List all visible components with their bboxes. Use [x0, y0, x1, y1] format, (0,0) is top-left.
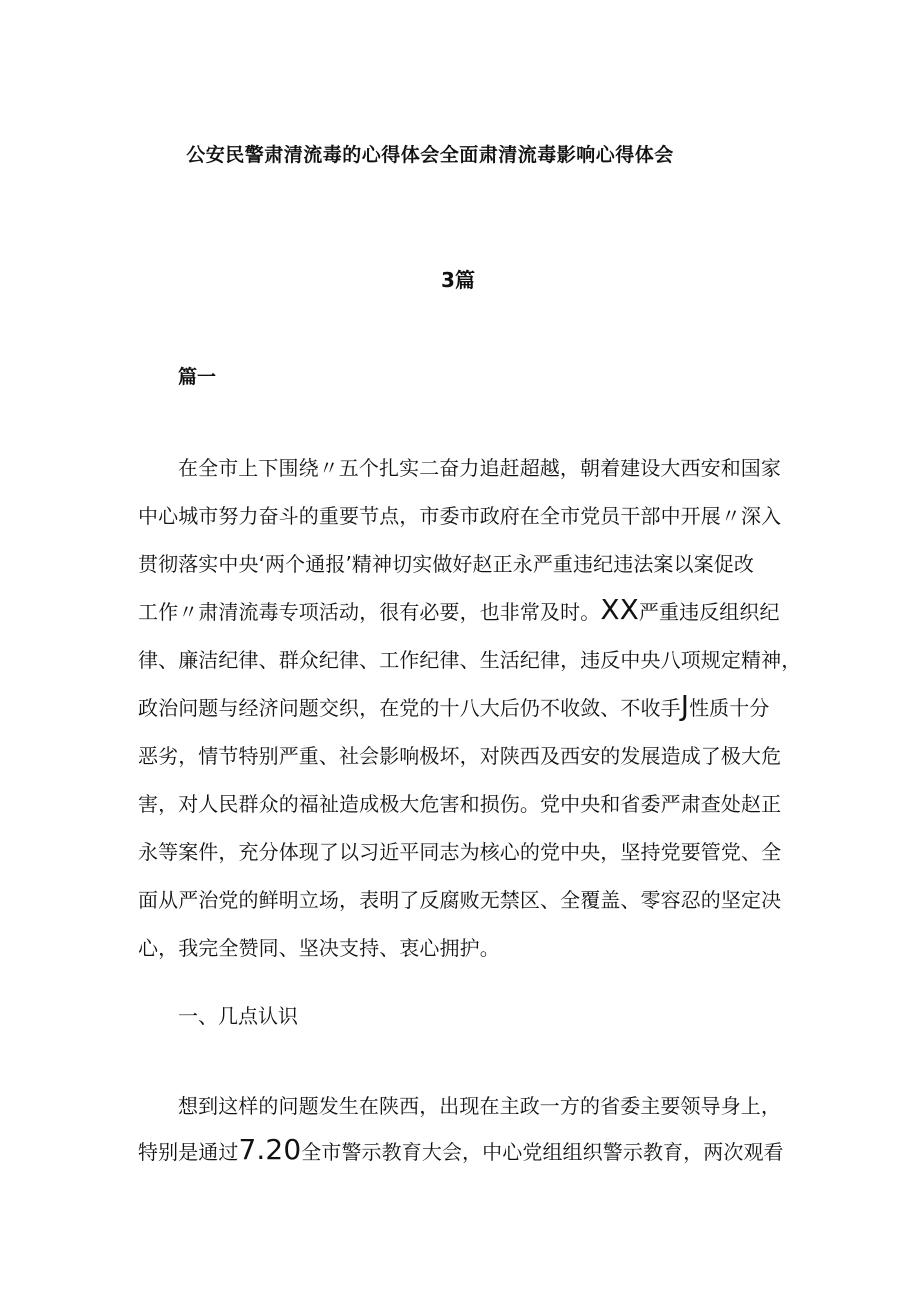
- subheading: 一、几点认识: [178, 1004, 298, 1028]
- paragraph-text: 政治问题与经济问题交织，在党的十八大后仍不收敛、不收手: [138, 696, 681, 720]
- paragraph-text: 性质十分: [689, 696, 770, 720]
- paragraph-line: 中心城市努力奋斗的重要节点，市委市政府在全市党员干部中开展〃深入: [138, 504, 782, 528]
- placeholder-name: XX: [600, 593, 639, 626]
- paragraph-line: 心，我完全赞同、坚决支持、衷心拥护。: [138, 936, 500, 960]
- paragraph-line: 想到这样的问题发生在陕西，出现在主政一方的省委主要领导身上，: [178, 1094, 781, 1118]
- paragraph-line: [138, 689, 770, 722]
- date-number: 7.20: [238, 1133, 302, 1166]
- paragraph-line: 贯彻落实中央‘两个通报’精神切实做好赵正永严重违纪违法案以案促改: [138, 552, 754, 576]
- paragraph-line: 永等案件，充分体现了以习近平同志为核心的党中央，坚持党要管党、全: [138, 840, 782, 864]
- paragraph-line: [138, 1133, 784, 1166]
- document-title: 公安民警肃清流毒的心得体会全面肃清流毒影响心得体会: [186, 144, 674, 166]
- paragraph-line: 恶劣，情节特别严重、社会影响极坏，对陕西及西安的发展造成了极大危: [138, 744, 782, 768]
- paragraph-line: 律、廉洁纪律、群众纪律、工作纪律、生活纪律，违反中央八项规定精神，: [138, 648, 802, 672]
- paragraph-line: [138, 593, 780, 626]
- section-label: 篇一: [178, 366, 217, 388]
- paragraph-text: 严重违反组织纪: [638, 600, 780, 624]
- document-title-suffix: 3篇: [441, 268, 475, 292]
- paragraph-line: 面从严治党的鲜明立场，表明了反腐败无禁区、全覆盖、零容忍的坚定决: [138, 888, 782, 912]
- paragraph-line: 在全市上下围绕〃五个扎实二奋力追赶超越，朝着建设大西安和国家: [178, 456, 781, 480]
- stray-character: J: [680, 689, 690, 722]
- paragraph-text: 特别是通过: [138, 1140, 239, 1164]
- paragraph-text: 工作〃肃清流毒专项活动，很有必要，也非常及时。: [138, 600, 601, 624]
- paragraph-text: 全市警示教育大会，中心党组组织警示教育，两次观看: [301, 1140, 784, 1164]
- paragraph-line: 害，对人民群众的福祉造成极大危害和损伤。党中央和省委严肃查处赵正: [138, 792, 782, 816]
